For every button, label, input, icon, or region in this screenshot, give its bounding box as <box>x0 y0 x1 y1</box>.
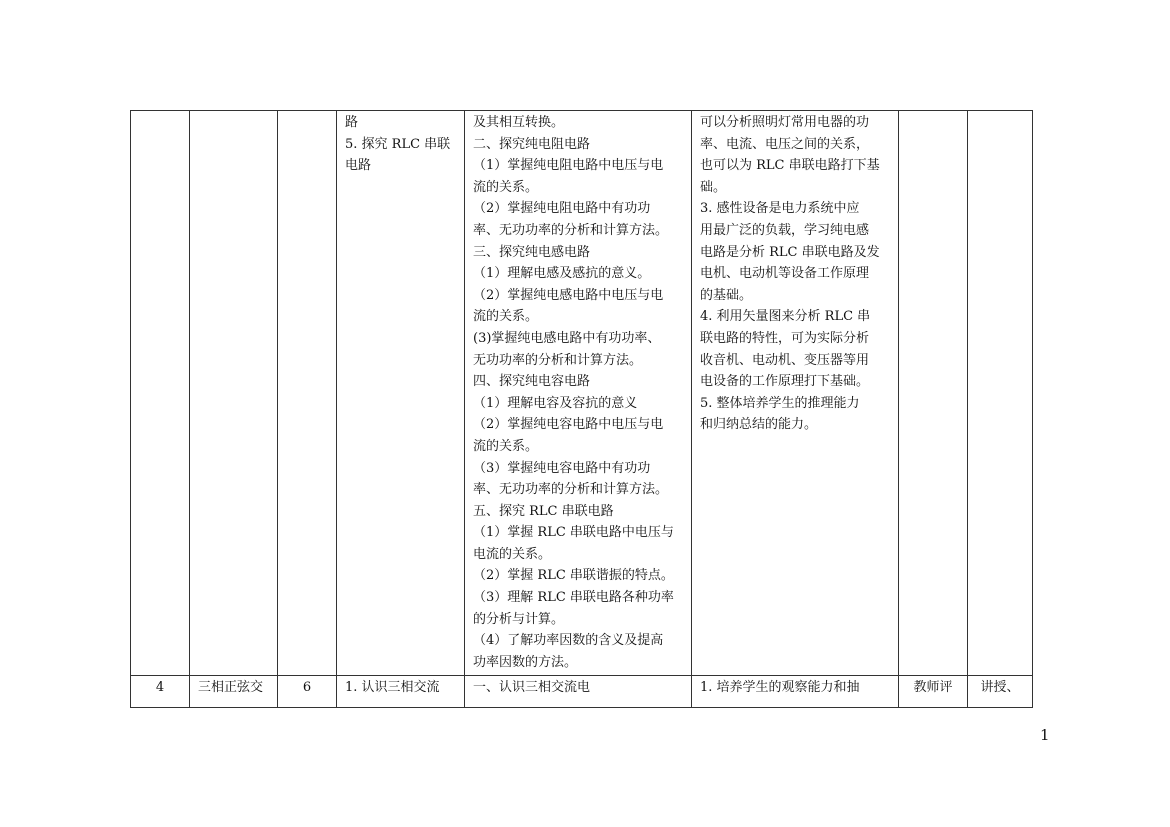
text-line: 流的关系。 <box>473 438 539 454</box>
text-line: (3)掌握纯电感电路中有功功率、 <box>473 330 661 346</box>
cell-units <box>337 111 465 676</box>
text-line: 路 <box>345 115 359 130</box>
text-line: （1）理解电感及感抗的意义。 <box>473 266 651 282</box>
text-line: （2）掌握纯电容电路中电压与电 <box>473 417 664 433</box>
text-line: 五、探究 RLC 串联电路 <box>473 503 614 519</box>
text-line: 电设备的工作原理打下基础。 <box>700 374 870 390</box>
text-line: （3）理解 RLC 串联电路各种功率 <box>473 590 674 606</box>
cell-units <box>337 676 465 708</box>
text-line: 一、认识三相交流电 <box>473 680 591 695</box>
text-line: 电路 <box>345 158 372 174</box>
text-line: 3. 感性设备是电力系统中应 <box>700 201 860 217</box>
cell-topic <box>190 111 278 676</box>
text-line: （3）掌握纯电容电路中有功功 <box>473 460 651 476</box>
text-line: 电流的关系。 <box>473 546 552 562</box>
text-line: 用最广泛的负载，学习纯电感 <box>700 222 870 238</box>
cell-assessment <box>899 111 968 676</box>
cell-hours: 6 <box>278 676 337 708</box>
text-line: 的基础。 <box>700 287 753 303</box>
text-line: 联电路的特性，可为实际分析 <box>700 330 870 346</box>
text-line: 和归纳总结的能力。 <box>700 417 818 433</box>
text-line: （2）掌握纯电阻电路中有功功 <box>473 201 651 217</box>
text-line: （4）了解功率因数的含义及提高 <box>473 633 664 649</box>
text-line: 二、探究纯电阻电路 <box>473 136 591 152</box>
cell-assessment: 教师评 <box>899 676 968 708</box>
syllabus-table <box>130 110 1033 708</box>
text-line: 率、电流、电压之间的关系， <box>700 136 870 152</box>
text-line: （1）理解电容及容抗的意义 <box>473 395 638 411</box>
table-row <box>131 111 1033 676</box>
table-row <box>131 676 1033 708</box>
text-line: 功率因数的方法。 <box>473 654 578 670</box>
text-line: 率、无功功率的分析和计算方法。 <box>473 482 669 498</box>
text-line: 1. 培养学生的观察能力和抽 <box>700 680 860 695</box>
cell-topic: 三相正弦交 <box>190 676 278 708</box>
cell-hours <box>278 111 337 676</box>
text-line: 流的关系。 <box>473 309 539 325</box>
text-line: 5. 整体培养学生的推理能力 <box>700 395 860 411</box>
cell-index <box>131 111 190 676</box>
text-line: 的分析与计算。 <box>473 611 565 627</box>
text-line: 4. 利用矢量图来分析 RLC 串 <box>700 309 871 325</box>
text-line: 5. 探究 RLC 串联 <box>345 136 451 152</box>
text-line: 收音机、电动机、变压器等用 <box>700 352 870 368</box>
cell-objectives <box>692 111 899 676</box>
cell-content <box>465 676 692 708</box>
cell-content <box>465 111 692 676</box>
cell-index: 4 <box>131 676 190 708</box>
text-line: 流的关系。 <box>473 179 539 195</box>
text-line: 电机、电动机等设备工作原理 <box>700 266 870 282</box>
text-line: 四、探究纯电容电路 <box>473 374 591 390</box>
text-line: 也可以为 RLC 串联电路打下基 <box>700 158 880 174</box>
page-number: 1 <box>1040 726 1050 744</box>
text-line: （2）掌握纯电感电路中电压与电 <box>473 287 664 303</box>
text-line: 1. 认识三相交流 <box>345 680 440 695</box>
text-line: 无功功率的分析和计算方法。 <box>473 352 643 368</box>
text-line: 三、探究纯电感电路 <box>473 244 591 260</box>
cell-method: 讲授、 <box>968 676 1033 708</box>
text-line: 础。 <box>700 179 727 195</box>
cell-objectives <box>692 676 899 708</box>
text-line: 率、无功功率的分析和计算方法。 <box>473 222 669 238</box>
text-line: 可以分析照明灯常用电器的功 <box>700 115 870 130</box>
text-line: （2）掌握 RLC 串联谐振的特点。 <box>473 568 674 584</box>
cell-method <box>968 111 1033 676</box>
text-line: 电路是分析 RLC 串联电路及发 <box>700 244 880 260</box>
text-line: 及其相互转换。 <box>473 115 565 130</box>
text-line: （1）掌握纯电阻电路中电压与电 <box>473 158 664 174</box>
text-line: （1）掌握 RLC 串联电路中电压与 <box>473 525 674 541</box>
